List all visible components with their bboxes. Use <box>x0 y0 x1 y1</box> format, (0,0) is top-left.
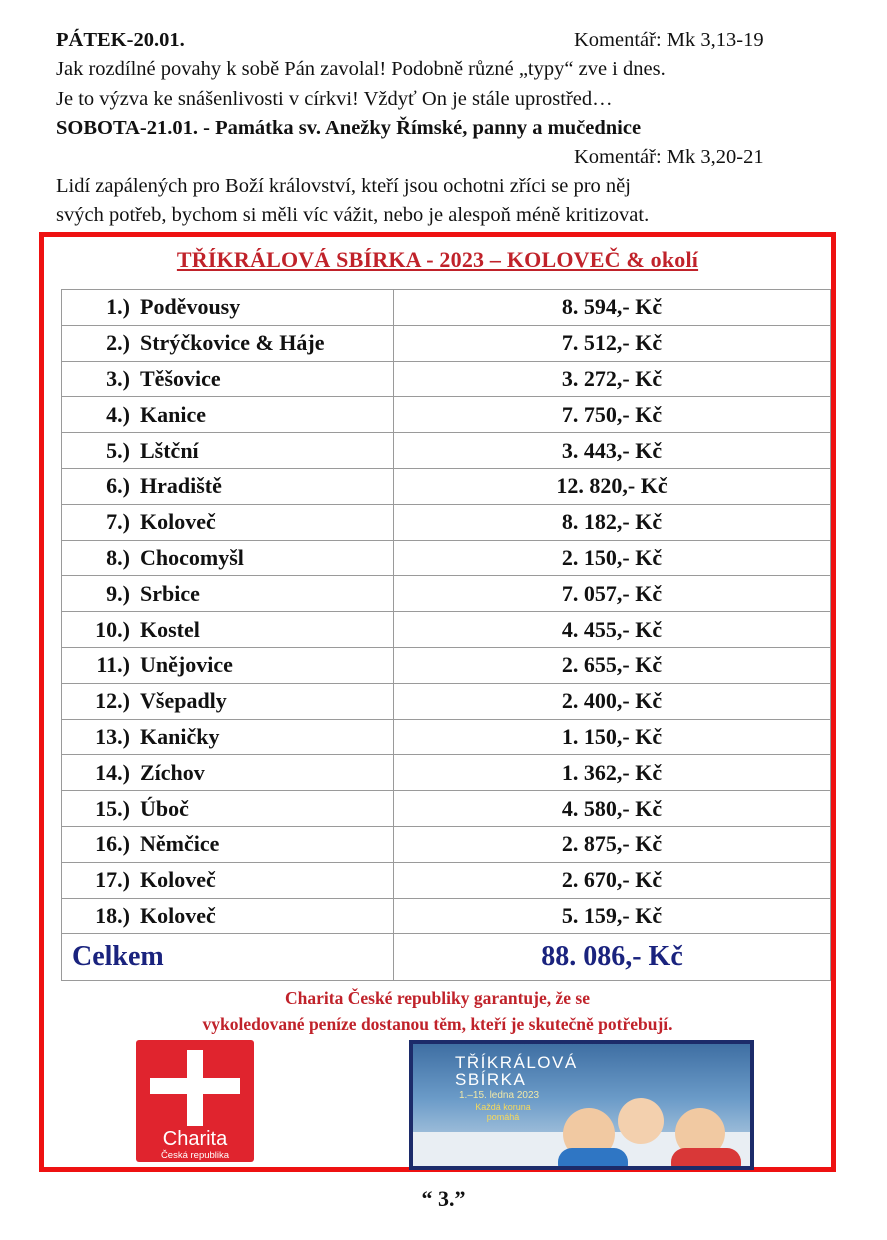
poster-title-line-2: SBÍRKA <box>455 1070 527 1089</box>
row-number: 18.) <box>95 902 130 928</box>
place-name: Hradiště <box>140 473 222 499</box>
table-row <box>62 612 831 648</box>
poster-slogan: Každá koruna pomáhá <box>475 1102 531 1122</box>
amount-cell: 2. 875,- Kč <box>394 826 831 862</box>
table-row <box>62 719 831 755</box>
place-name: Strýčkovice & Háje <box>140 330 325 356</box>
place-name: Kanice <box>140 401 206 427</box>
place-cell <box>62 826 394 862</box>
row-number: 7.) <box>106 509 130 535</box>
row-number: 16.) <box>95 831 130 857</box>
place-cell <box>62 755 394 791</box>
row-number: 5.) <box>106 437 130 463</box>
saturday-comment: Komentář: Mk 3,20-21 <box>574 146 764 168</box>
charita-logo <box>136 1040 254 1162</box>
place-cell <box>62 325 394 361</box>
place-cell <box>62 898 394 934</box>
amount-cell: 3. 443,- Kč <box>394 433 831 469</box>
child-coat-icon <box>558 1148 628 1170</box>
table-row <box>62 683 831 719</box>
friday-line-2: Je to výzva ke snášenlivosti v církvi! Vždyť On je stále uprostřed… <box>56 88 613 110</box>
place-name: Kostel <box>140 616 200 642</box>
row-number: 3.) <box>106 365 130 391</box>
amount-cell: 1. 150,- Kč <box>394 719 831 755</box>
total-label: Celkem <box>62 934 394 981</box>
place-name: Chocomyšl <box>140 544 244 570</box>
row-number: 14.) <box>95 759 130 785</box>
table-row <box>62 504 831 540</box>
note-line-2: vykoledované peníze dostanou těm, kteří je skutečně potřebují. <box>202 1014 673 1034</box>
collection-box <box>39 232 836 1172</box>
logo-brand: Charita <box>162 1128 228 1150</box>
saturday-heading: SOBOTA-21.01. - Památka sv. Anežky Římské, panny a mučednice <box>56 117 642 139</box>
place-name: Poděvousy <box>140 294 241 320</box>
friday-line-1: Jak rozdílné povahy k sobě Pán zavolal! Podobně různé „typy“ zve i dnes. <box>56 58 666 80</box>
child-face-icon-2 <box>618 1098 664 1144</box>
row-number: 17.) <box>95 867 130 893</box>
place-cell <box>62 683 394 719</box>
place-name: Koloveč <box>140 509 216 535</box>
friday-heading: PÁTEK-20.01. <box>56 29 185 51</box>
amount-cell: 7. 057,- Kč <box>394 576 831 612</box>
place-name: Koloveč <box>140 867 216 893</box>
table-row <box>62 290 831 326</box>
place-name: Unějovice <box>140 652 233 678</box>
amount-cell: 1. 362,- Kč <box>394 755 831 791</box>
table-row <box>62 540 831 576</box>
place-cell <box>62 540 394 576</box>
table-row <box>62 361 831 397</box>
place-cell <box>62 647 394 683</box>
place-cell <box>62 290 394 326</box>
collection-title: TŘÍKRÁLOVÁ SBÍRKA - 2023 – KOLOVEČ & okolí <box>176 247 699 272</box>
place-name: Úboč <box>140 795 189 821</box>
place-cell <box>62 433 394 469</box>
table-row <box>62 397 831 433</box>
logo-subtitle: Česká republika <box>160 1150 230 1161</box>
poster-title <box>455 1054 578 1088</box>
cross-icon-bar <box>150 1078 240 1094</box>
amount-cell: 2. 670,- Kč <box>394 862 831 898</box>
row-number: 6.) <box>106 473 130 499</box>
place-cell <box>62 719 394 755</box>
amount-cell: 8. 594,- Kč <box>394 290 831 326</box>
table-row <box>62 647 831 683</box>
friday-comment: Komentář: Mk 3,13-19 <box>574 29 764 51</box>
place-name: Srbice <box>140 580 200 606</box>
note-line-1: Charita České republiky garantuje, že se <box>285 988 590 1008</box>
row-number: 8.) <box>106 544 130 570</box>
amount-cell: 2. 150,- Kč <box>394 540 831 576</box>
table-row <box>62 325 831 361</box>
table-row <box>62 791 831 827</box>
place-cell <box>62 361 394 397</box>
place-cell <box>62 791 394 827</box>
amount-cell: 4. 455,- Kč <box>394 612 831 648</box>
place-cell <box>62 397 394 433</box>
place-name: Koloveč <box>140 902 216 928</box>
total-amount: 88. 086,- Kč <box>394 934 831 981</box>
place-name: Lštční <box>140 437 199 463</box>
row-number: 11.) <box>96 652 130 678</box>
table-row <box>62 576 831 612</box>
table-row <box>62 862 831 898</box>
amount-cell: 3. 272,- Kč <box>394 361 831 397</box>
place-cell <box>62 612 394 648</box>
table-row <box>62 898 831 934</box>
amount-cell: 2. 655,- Kč <box>394 647 831 683</box>
saturday-line-2: svých potřeb, bychom si měli víc vážit, nebo je alespoň méně kritizovat. <box>56 204 650 226</box>
collection-table <box>61 289 831 981</box>
page-number: “ 3.” <box>421 1186 466 1211</box>
place-name: Všepadly <box>140 688 227 714</box>
amount-cell: 2. 400,- Kč <box>394 683 831 719</box>
charita-note <box>44 985 831 1037</box>
place-name: Těšovice <box>140 365 221 391</box>
campaign-poster <box>409 1040 754 1170</box>
amount-cell: 7. 512,- Kč <box>394 325 831 361</box>
place-cell <box>62 576 394 612</box>
amount-cell: 8. 182,- Kč <box>394 504 831 540</box>
place-name: Kaničky <box>140 723 220 749</box>
amount-cell: 7. 750,- Kč <box>394 397 831 433</box>
table-row <box>62 755 831 791</box>
table-row <box>62 433 831 469</box>
total-row <box>62 934 831 981</box>
row-number: 9.) <box>106 580 130 606</box>
saturday-line-1: Lidí zapálených pro Boží království, kteří jsou ochotni zříci se pro něj <box>56 175 631 197</box>
amount-cell: 4. 580,- Kč <box>394 791 831 827</box>
table-row <box>62 468 831 504</box>
row-number: 2.) <box>106 330 130 356</box>
child-coat-icon-2 <box>671 1148 741 1170</box>
poster-dates: 1.–15. ledna 2023 <box>459 1090 540 1101</box>
amount-cell: 5. 159,- Kč <box>394 898 831 934</box>
place-cell <box>62 504 394 540</box>
row-number: 10.) <box>95 616 130 642</box>
row-number: 15.) <box>95 795 130 821</box>
amount-cell: 12. 820,- Kč <box>394 468 831 504</box>
place-cell <box>62 862 394 898</box>
place-cell <box>62 468 394 504</box>
row-number: 12.) <box>95 688 130 714</box>
row-number: 1.) <box>106 294 130 320</box>
place-name: Zíchov <box>140 759 205 785</box>
place-name: Němčice <box>140 831 220 857</box>
table-row <box>62 826 831 862</box>
row-number: 13.) <box>95 723 130 749</box>
row-number: 4.) <box>106 401 130 427</box>
poster-title-line-1: TŘÍKRÁLOVÁ <box>455 1053 578 1072</box>
